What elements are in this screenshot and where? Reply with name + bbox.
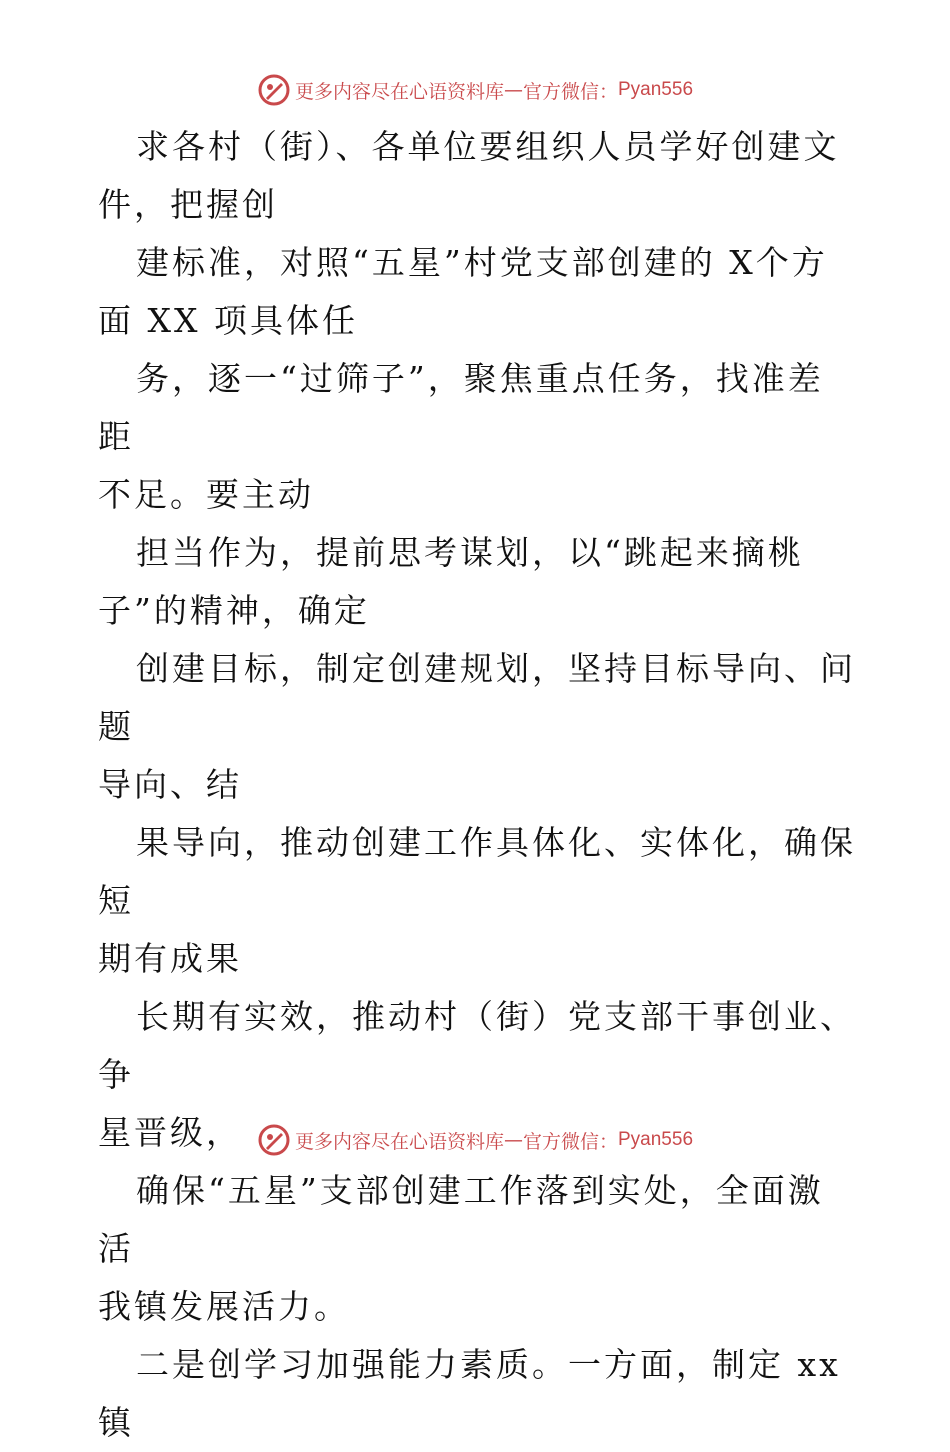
watermark-wechat-id: Pyan556 <box>618 79 694 100</box>
watermark-text: 更多内容尽在心语资料库 <box>294 80 504 103</box>
watermark-separator: — <box>503 79 523 101</box>
header-watermark <box>0 70 950 110</box>
footer-watermark <box>0 1120 950 1160</box>
paragraph: 担当作为，提前思考谋划，以“跳起来摘桃 子”的精神，确定 <box>98 533 804 630</box>
quill-logo-icon <box>257 73 291 107</box>
watermark-wechat-id: Pyan556 <box>618 1129 694 1150</box>
paragraph: 建标准，对照“五星”村党支部创建的 X个方 面 XX 项具体任 <box>98 243 828 340</box>
paragraph: 求各村（街）、各单位要组织人员学好创建文 件，把握创 <box>98 127 840 224</box>
watermark-separator: — <box>503 1129 523 1151</box>
paragraph: 确保“五星”支部创建工作落到实处，全面激活 我镇发展活力。 <box>98 1171 824 1326</box>
watermark-text: 更多内容尽在心语资料库 <box>294 1130 504 1153</box>
paragraph: 务，逐一“过筛子”，聚焦重点任务，找准差距 不足。要主动 <box>98 359 824 514</box>
paragraph: 果导向，推动创建工作具体化、实体化，确保短 期有成果 <box>98 823 856 978</box>
document-body <box>98 118 858 1452</box>
paragraph: 创建目标，制定创建规划，坚持目标导向、问题 导向、结 <box>98 649 856 804</box>
paragraph: 长期有实效，推动村（街）党支部干事创业、争 星晋级， <box>98 997 856 1152</box>
paragraph: 二是创学习加强能力素质。一方面，制定 xx 镇 <box>98 1345 855 1442</box>
watermark-wechat-label: 官方微信： <box>522 1130 618 1153</box>
quill-logo-icon <box>257 1123 291 1157</box>
watermark-wechat-label: 官方微信： <box>522 80 618 103</box>
